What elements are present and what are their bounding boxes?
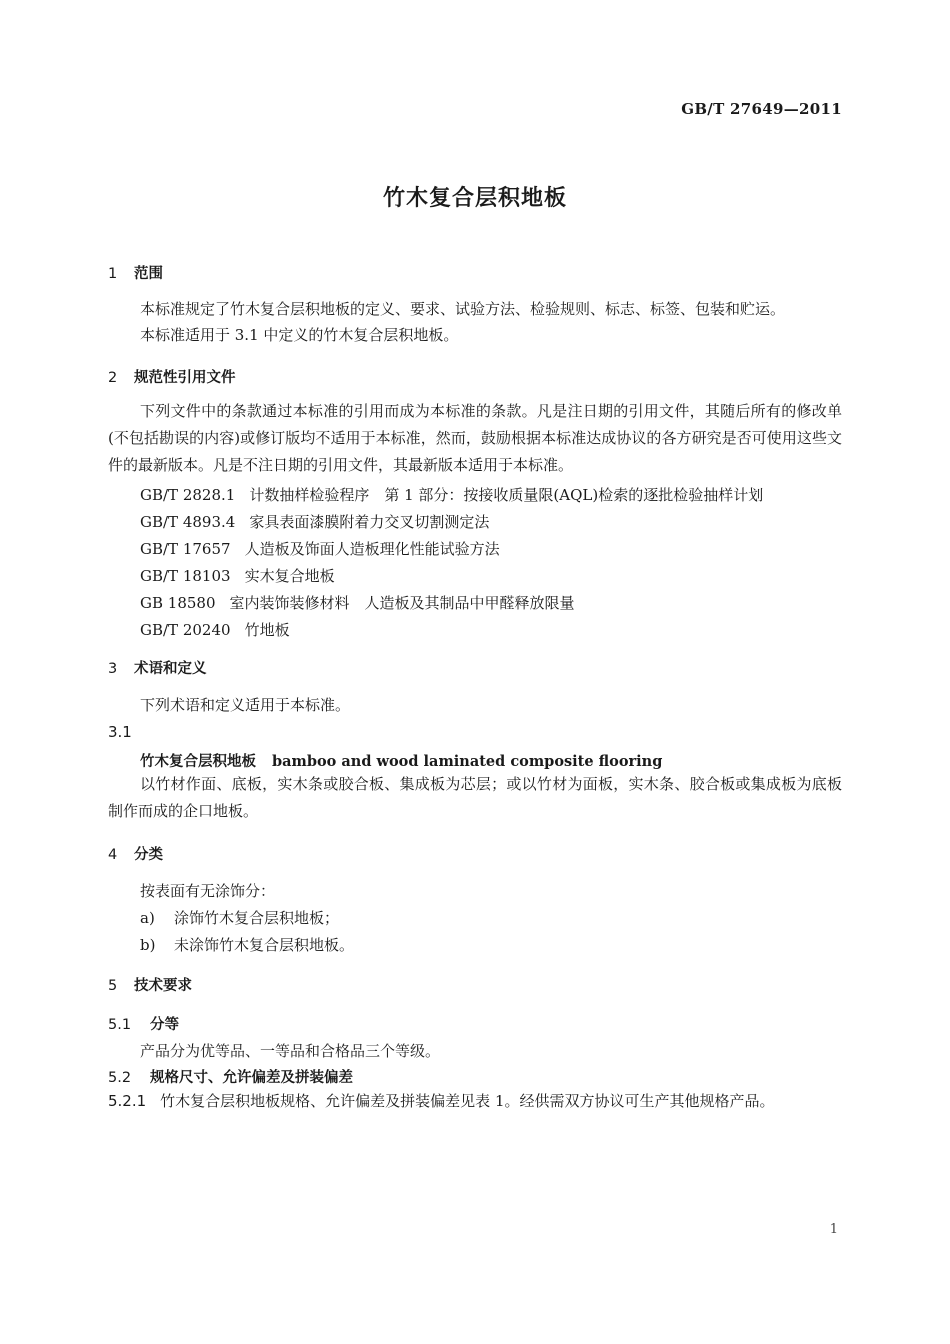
- section-title: 范围: [134, 266, 163, 282]
- reference-item: [140, 619, 290, 640]
- reference-code: GB/T 4893.4: [140, 513, 236, 531]
- list-text: 涂饰竹木复合层积地板；: [174, 909, 340, 927]
- reference-item: [140, 511, 489, 532]
- scope-paragraph-2: 本标准适用于 3.1 中定义的竹木复合层积地板。: [140, 326, 459, 344]
- section-title: 术语和定义: [134, 661, 207, 677]
- clause-number: 5.2.1: [108, 1092, 147, 1110]
- classification-intro: 按表面有无涂饰分：: [140, 882, 276, 900]
- list-item: [140, 934, 354, 955]
- section-4-heading: [108, 843, 163, 864]
- subsection-number: 5.2: [108, 1070, 132, 1086]
- section-number: 4: [108, 847, 118, 863]
- reference-code: GB/T 18103: [140, 567, 231, 585]
- term-entry: [140, 750, 662, 771]
- section-number: 5: [108, 978, 118, 994]
- section-title: 技术要求: [134, 978, 192, 994]
- term-definition: 以竹材作面、底板，实木条或胶合板、集成板为芯层；或以竹材为面板，实木条、胶合板或集成板为底板制作而成的企口地板。: [108, 775, 842, 820]
- section-5-heading: [108, 974, 192, 995]
- term-english: bamboo and wood laminated composite flooring: [272, 753, 663, 770]
- reference-title: 实木复合地板: [244, 567, 335, 585]
- list-marker: a): [140, 909, 155, 927]
- reference-item: [140, 538, 500, 559]
- reference-item: [140, 592, 575, 613]
- document-title: 竹木复合层积地板: [382, 186, 567, 211]
- section-title: 分类: [134, 847, 163, 863]
- reference-title: 竹地板: [244, 621, 290, 639]
- standard-code: GB/T 27649—2011: [681, 100, 842, 118]
- reference-title: 人造板及饰面人造板理化性能试验方法: [244, 540, 500, 558]
- reference-title: 室内装饰装修材料 人造板及其制品中甲醛释放限量: [229, 594, 575, 612]
- section-number: 3: [108, 661, 118, 677]
- section-2-heading: [108, 366, 236, 387]
- scope-paragraph-1: 本标准规定了竹木复合层积地板的定义、要求、试验方法、检验规则、标志、标签、包装和贮运。: [140, 300, 786, 318]
- reference-code: GB/T 2828.1: [140, 486, 236, 504]
- reference-title: 计数抽样检验程序 第 1 部分：按接收质量限(AQL)检索的逐批检验抽样计划: [249, 486, 764, 504]
- reference-item: [140, 484, 763, 505]
- list-marker: b): [140, 936, 156, 954]
- section-3-heading: [108, 657, 207, 678]
- page-number: 1: [829, 1222, 838, 1237]
- subsection-5-2-heading: [108, 1066, 353, 1087]
- section-number: 2: [108, 370, 118, 386]
- normative-references-intro: 下列文件中的条款通过本标准的引用而成为本标准的条款。凡是注日期的引用文件，其随后所有的修改单(不包括勘误的内容)或修订版均不适用于本标准，然而，鼓励根据本标准达成协议的各方研究是否可使用这些文件的最新版本。凡是不注日期的引用文件，其最新版本适用于本标准。: [108, 402, 842, 474]
- clause-text: 竹木复合层积地板规格、允许偏差及拼装偏差见表 1。经供需双方协议可生产其他规格产品。: [160, 1092, 775, 1110]
- term-chinese: 竹木复合层积地板: [140, 754, 256, 770]
- section-number: 1: [108, 266, 118, 282]
- reference-code: GB 18580: [140, 594, 216, 612]
- subsection-title: 分等: [150, 1017, 179, 1033]
- section-title: 规范性引用文件: [134, 370, 236, 386]
- subsection-number: 5.1: [108, 1017, 132, 1033]
- reference-title: 家具表面漆膜附着力交叉切割测定法: [249, 513, 490, 531]
- clause-5-2-1: [108, 1088, 842, 1115]
- list-text: 未涂饰竹木复合层积地板。: [174, 936, 355, 954]
- subsection-5-1-heading: [108, 1013, 179, 1034]
- reference-item: [140, 565, 335, 586]
- subsection-title: 规格尺寸、允许偏差及拼装偏差: [150, 1070, 353, 1086]
- list-item: [140, 907, 339, 928]
- term-number: 3.1: [108, 723, 132, 741]
- reference-code: GB/T 20240: [140, 621, 231, 639]
- section-1-heading: [108, 262, 163, 283]
- grading-text: 产品分为优等品、一等品和合格品三个等级。: [140, 1042, 441, 1060]
- reference-code: GB/T 17657: [140, 540, 231, 558]
- terms-intro: 下列术语和定义适用于本标准。: [140, 696, 351, 714]
